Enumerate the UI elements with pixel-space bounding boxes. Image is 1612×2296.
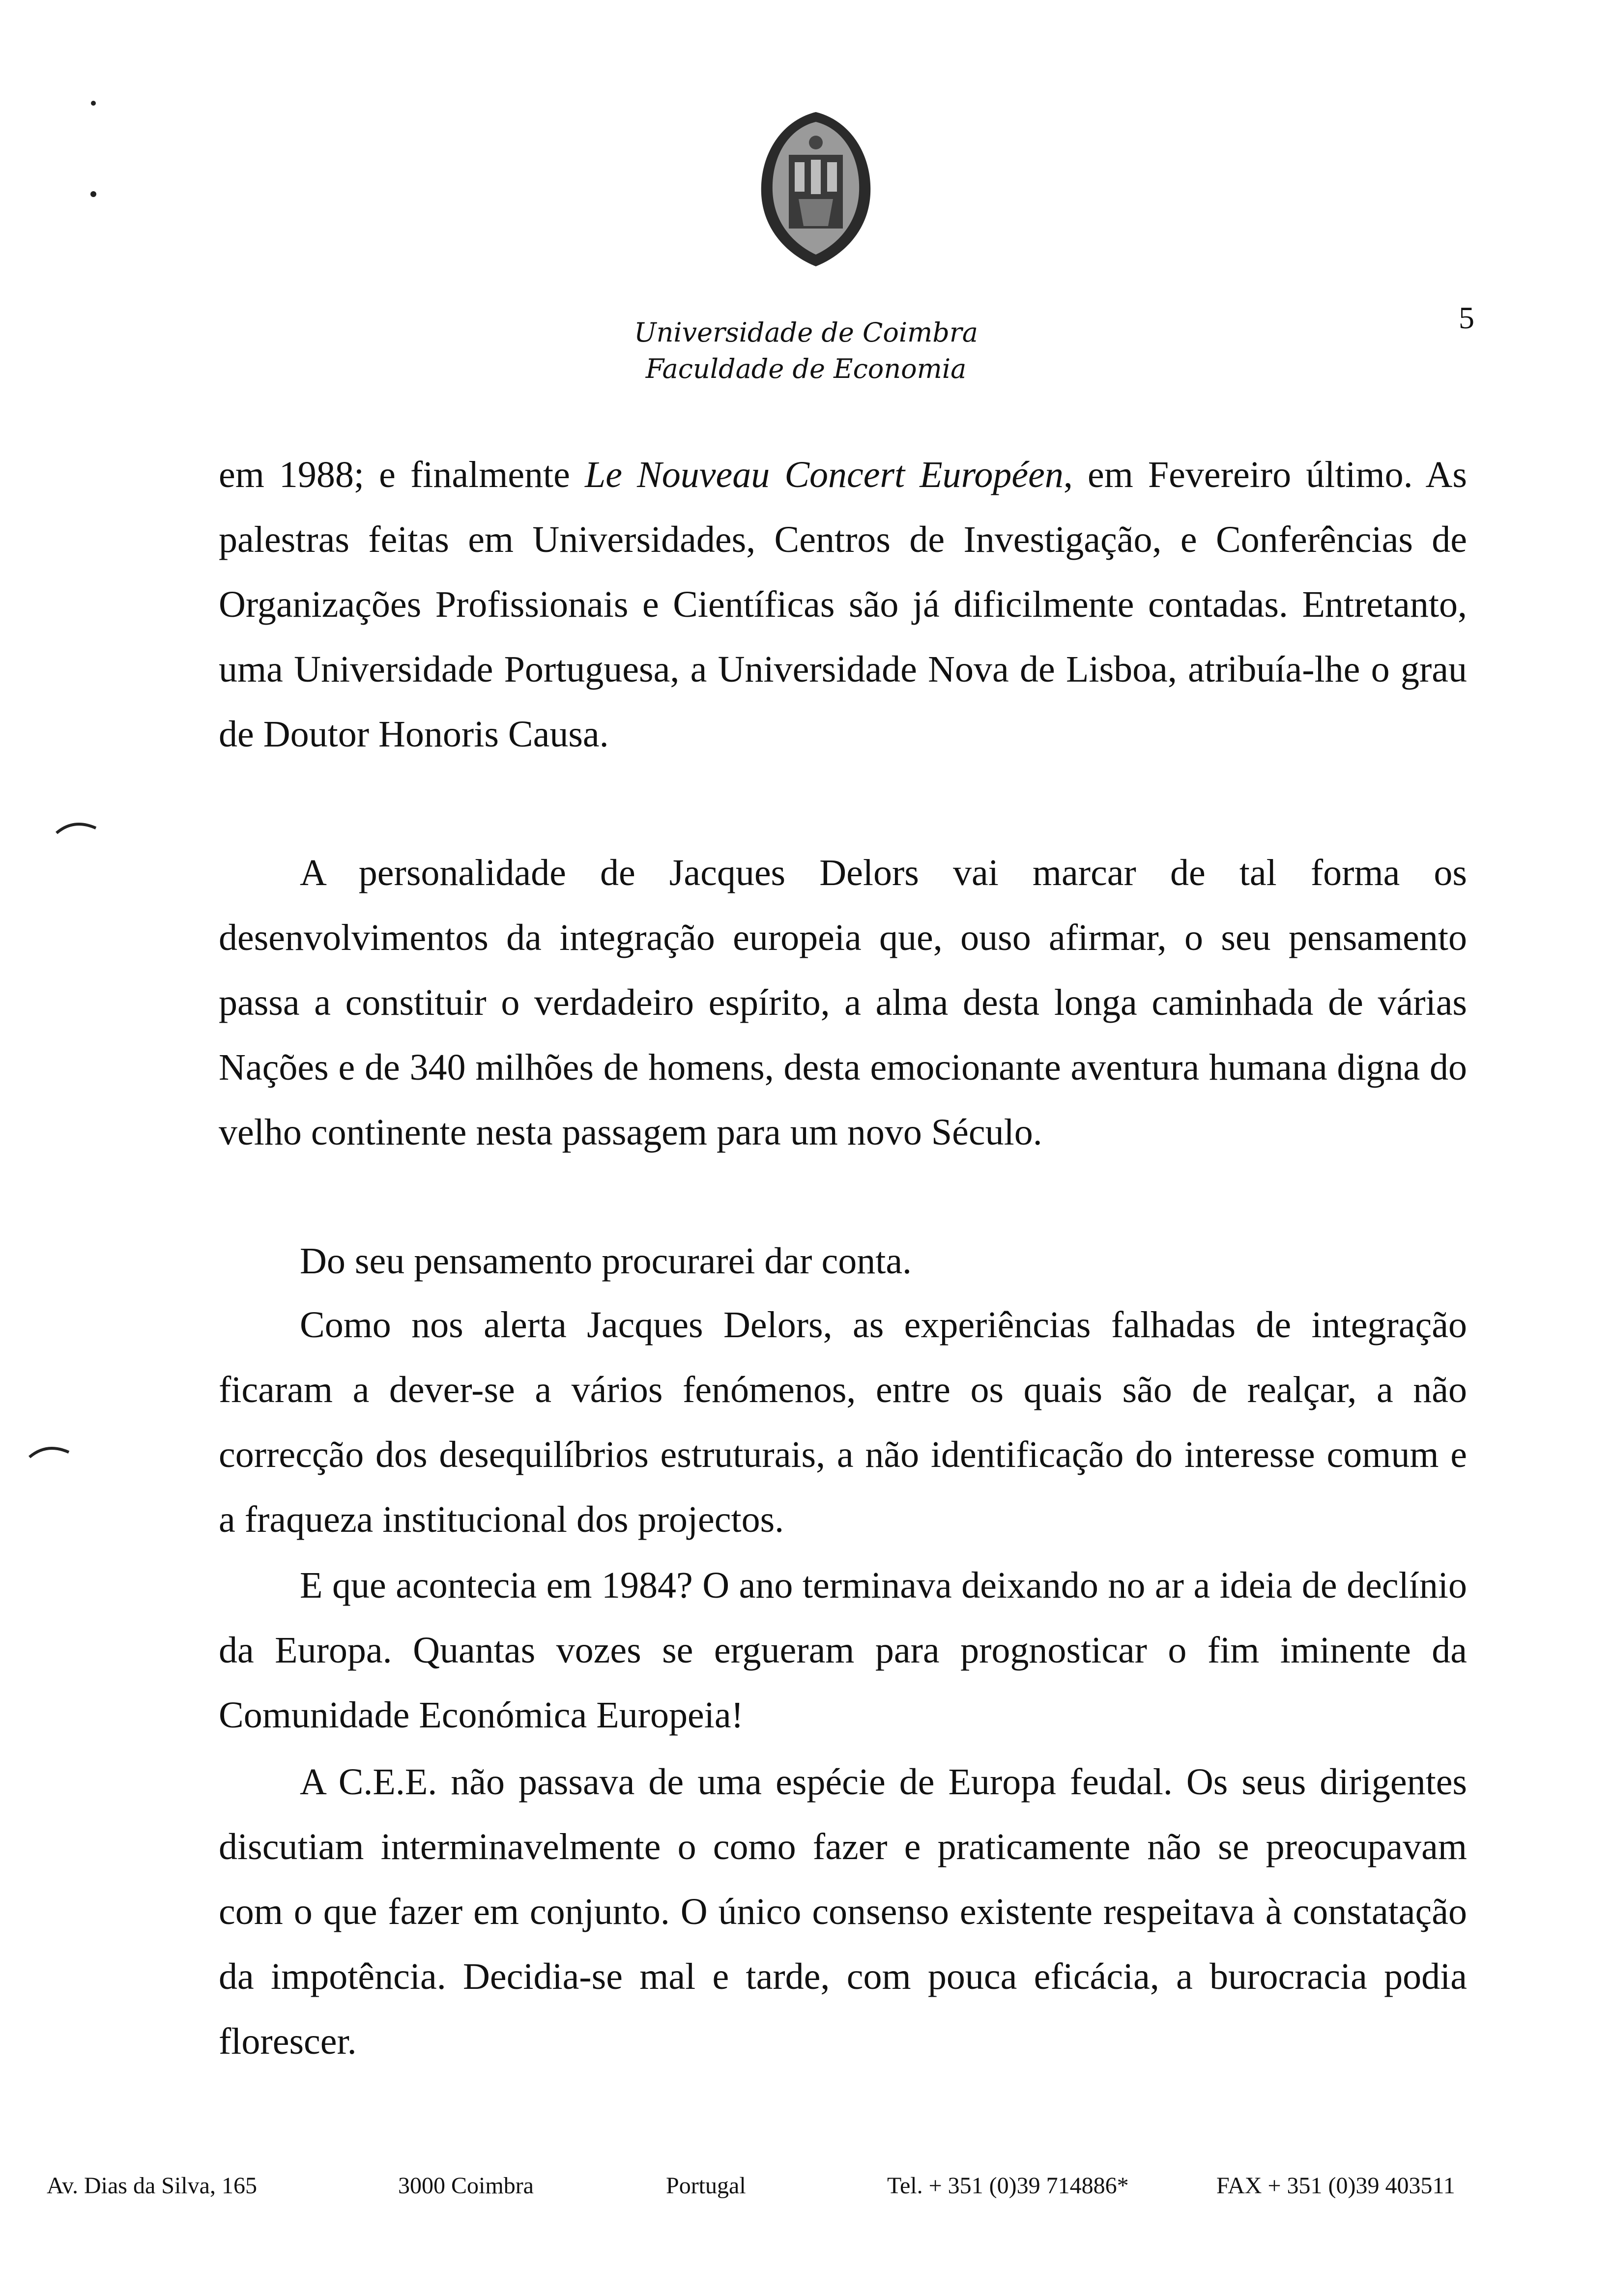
university-seal-icon — [754, 108, 877, 270]
paragraph-1-start: em 1988; e finalmente — [219, 454, 585, 495]
paragraph-3: Do seu pensamento procurarei dar conta. — [300, 1240, 912, 1282]
faculty-name: Faculdade de Economia — [645, 353, 967, 384]
page-number: 5 — [1459, 300, 1474, 335]
footer-telephone: Tel. + 351 (0)39 714886* — [887, 2173, 1129, 2199]
footer-fax: FAX + 351 (0)39 403511 — [1216, 2173, 1455, 2199]
paragraph-2: A personalidade de Jacques Delors vai marcar de tal forma os desenvolvimentos da integração europeia que, ouso afirmar, o seu pensamento passa a constituir o verdadeiro espírito, a alma desta longa caminhada de várias Nações e de 340 milhões de homens, desta emocionante aventura humana digna do velho continente nesta passagem para um novo Século. — [219, 852, 1467, 1153]
paragraph-5: E que acontecia em 1984? O ano terminava deixando no ar a ideia de declínio da Europa. Quantas vozes se ergueram para prognosticar o fim iminente da Comunidade Económica Europeia! — [219, 1565, 1467, 1736]
book-title: Le Nouveau Concert Européen — [585, 454, 1064, 495]
paragraph-1-end: , em Fevereiro último. As palestras feitas em Universidades, Centros de Investigação, e Conferências de Organizações Profissionais e Científicas são já dificilmente contadas. Entretanto, uma Universidade Portuguesa, a Universidade Nova de Lisboa, atribuía-lhe o grau de Doutor Honoris Causa. — [219, 454, 1468, 755]
footer-address: Av. Dias da Silva, 165 — [47, 2173, 257, 2199]
scan-dot-mark — [88, 189, 98, 199]
footer-city: 3000 Coimbra — [398, 2173, 534, 2199]
scan-dot-mark — [88, 98, 98, 108]
university-name: Universidade de Coimbra — [634, 317, 978, 348]
scan-arc-mark — [54, 816, 98, 835]
scan-arc-mark — [27, 1440, 71, 1460]
footer-country: Portugal — [666, 2173, 746, 2199]
paragraph-1 — [219, 442, 1467, 767]
paragraph-6: A C.E.E. não passava de uma espécie de Europa feudal. Os seus dirigentes discutiam interminavelmente o como fazer e praticamente não se preocupavam com o que fazer em conjunto. O único consenso existente respeitava à constatação da impotência. Decidia-se mal e tarde, com pouca eficácia, a burocracia podia florescer. — [219, 1761, 1467, 2062]
letterhead — [0, 315, 1612, 387]
paragraph-4: Como nos alerta Jacques Delors, as experiências falhadas de integração ficaram a dever-se a vários fenómenos, entre os quais são de realçar, a não correcção dos desequilíbrios estruturais, a não identificação do interesse comum e a fraqueza institucional dos projectos. — [219, 1304, 1467, 1540]
